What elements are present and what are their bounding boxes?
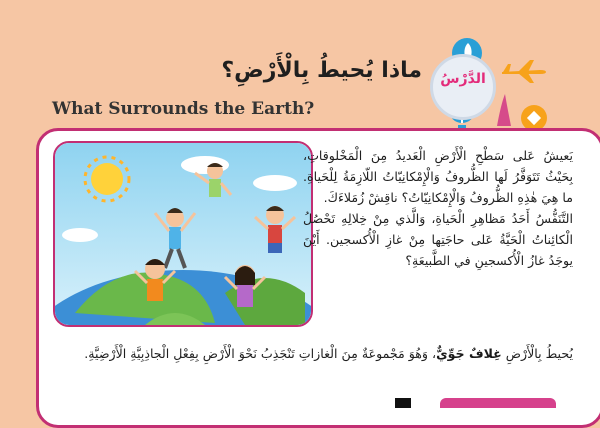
section-tab	[440, 398, 556, 408]
page-title-english: What Surrounds the Earth?	[52, 99, 315, 119]
airplane-icon	[500, 58, 548, 84]
intro-text	[303, 145, 573, 271]
lesson-badge	[430, 54, 496, 120]
badge-label: الدَّرْسُ	[440, 71, 486, 87]
kids-on-earth-illustration	[53, 141, 313, 327]
paragraph-conditions: يَعيشُ عَلى سَطْحِ الْأَرْضِ الْعَديدُ مِنَ الْمَخْلوقاتِ، بِحَيْثُ تَتَوَفَّرُ لَها الظُّروفُ وَالْإِمْكانِيّاتُ اللّازِمَةُ لِلْحَياةِ. ما هِيَ هٰذِهِ الظُّروفُ وَالْإِمْكانِيّاتُ؟ ناقِشْ زُمَلاءَكَ.	[303, 148, 573, 205]
paragraph-breathing: التَّنَفُّسُ أَحَدُ مَظاهِرِ الْحَياةِ، وَالَّذي مِنْ خِلالِهِ تَحْصُلُ الْكائِناتُ الْحَيَّةُ عَلى حاجَتِها مِنْ غازِ الْأُكسجين. أَيْنَ يوجَدُ غازُ الْأُكسجينِ في الطَّبيعَةِ؟	[303, 211, 573, 268]
atmosphere-term: غِلافٌ جَوِّيٌّ	[436, 346, 502, 361]
page-title-arabic: ماذا يُحيطُ بِالْأَرْضِ؟	[221, 58, 422, 83]
paragraph-atmosphere: يُحيطُ بِالْأَرْضِ غِلافٌ جَوِّيٌّ، وَهُوَ مَجْموعَةٌ مِنَ الْغازاتِ تَنْجَذِبُ نَحْوَ الْأَرْضِ بِفِعْلِ الْجاذِبِيَّةِ الْأَرْضِيَّةِ.	[84, 346, 573, 361]
lesson-card	[36, 128, 600, 428]
qr-code	[395, 398, 411, 408]
